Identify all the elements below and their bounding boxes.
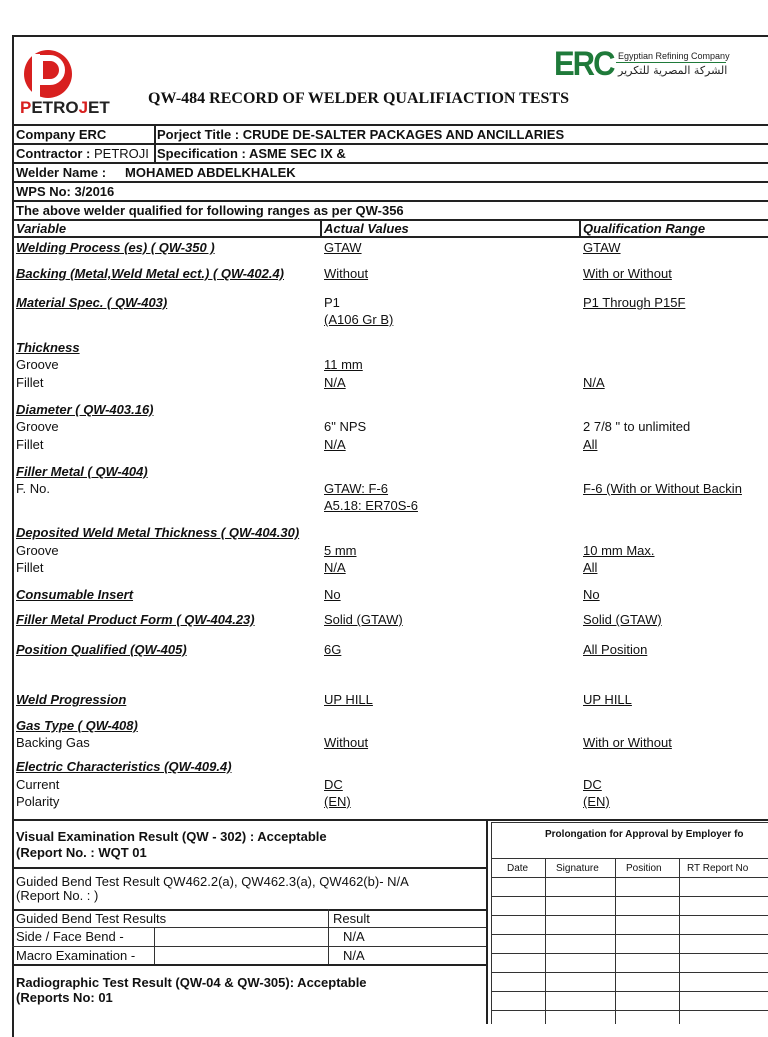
electric-polarity-actual: (EN) (324, 794, 351, 809)
diameter-fillet-label: Fillet (16, 437, 44, 452)
prolongation-col-date: Date (507, 863, 529, 874)
electric-polarity-label: Polarity (16, 794, 60, 809)
thickness-fillet-label: Fillet (16, 375, 44, 390)
prolongation-col-position: Position (626, 863, 662, 874)
welding-process-range: GTAW (583, 240, 621, 255)
side-face-result: N/A (343, 929, 365, 944)
col-range: Qualification Range (583, 221, 706, 236)
insert-label: Consumable Insert (16, 587, 134, 602)
material-label: Material Spec. ( QW-403) (16, 295, 168, 310)
side-face-label: Side / Face Bend - (16, 929, 124, 944)
progression-label: Weld Progression (16, 692, 127, 707)
gas-actual: Without (324, 735, 369, 750)
deposited-groove-range: 10 mm Max. (583, 543, 655, 558)
material-range: P1 Through P15F (583, 295, 686, 310)
backing-label: Backing (Metal,Weld Metal ect.) ( QW-402.4) (16, 266, 284, 281)
qualified-note: The above welder qualified for following ranges as per QW-356 (16, 203, 404, 218)
page-title: QW-484 RECORD OF WELDER QUALIFIACTION TESTS (148, 90, 569, 107)
insert-range: No (583, 587, 600, 602)
backing-actual: Without (324, 266, 369, 281)
position-range: All Position (583, 642, 648, 657)
deposited-groove-label: Groove (16, 543, 59, 558)
col-actual: Actual Values (324, 221, 409, 236)
visual-result: Visual Examination Result (QW - 302) : Acceptable (16, 829, 327, 844)
gas-label: Gas Type ( QW-408) (16, 718, 138, 733)
deposited-fillet-label: Fillet (16, 560, 44, 575)
filler-label: Filler Metal ( QW-404) (16, 464, 148, 479)
position-label: Position Qualified (QW-405) (16, 642, 187, 657)
diameter-label: Diameter ( QW-403.16) (16, 402, 154, 417)
diameter-fillet-actual: N/A (324, 437, 346, 452)
deposited-label: Deposited Weld Metal Thickness ( QW-404.30) (16, 525, 300, 540)
electric-polarity-range: (EN) (583, 794, 610, 809)
company-field: Company ERC (16, 127, 107, 142)
product-form-label: Filler Metal Product Form ( QW-404.23) (16, 612, 255, 627)
electric-current-range: DC (583, 777, 602, 792)
result-header: Result (333, 911, 370, 926)
deposited-fillet-actual: N/A (324, 560, 346, 575)
gas-range: With or Without (583, 735, 672, 750)
thickness-label: Thickness (16, 340, 80, 355)
welder-name-value: MOHAMED ABDELKHALEK (125, 165, 296, 180)
material-actual-grade: (A106 Gr B) (324, 312, 394, 327)
welding-process-actual: GTAW (324, 240, 362, 255)
erc-abbr: ERC (554, 44, 614, 83)
filler-actual-aws: A5.18: ER70S-6 (324, 498, 418, 513)
electric-label: Electric Characteristics (QW-409.4) (16, 759, 232, 774)
prolongation-col-rt-report: RT Report No (687, 863, 749, 874)
col-variable: Variable (16, 221, 67, 236)
thickness-groove-label: Groove (16, 357, 59, 372)
welding-process-label: Welding Process (es) ( QW-350 ) (16, 240, 215, 255)
prolongation-title: Prolongation for Approval by Employer fo (545, 829, 744, 840)
diameter-fillet-range: All (583, 437, 598, 452)
thickness-fillet-range: N/A (583, 375, 605, 390)
filler-fno-label: F. No. (16, 481, 50, 496)
prolongation-col-signature: Signature (556, 863, 599, 874)
filler-range: F-6 (With or Without Backin (583, 481, 742, 496)
position-actual: 6G (324, 642, 342, 657)
thickness-groove-actual: 11 mm (324, 357, 363, 372)
erc-name-ar: الشركة المصرية للتكرير (618, 64, 728, 77)
material-actual: P1 (324, 295, 340, 310)
specification-field: Specification : ASME SEC IX & (157, 146, 346, 161)
backing-range: With or Without (583, 266, 672, 281)
radiographic-result: Radiographic Test Result (QW-04 & QW-305): Acceptable (16, 975, 367, 990)
diameter-groove-actual: 6" NPS (324, 419, 367, 434)
bend-header: Guided Bend Test Results (16, 911, 167, 926)
deposited-fillet-range: All (583, 560, 598, 575)
macro-label: Macro Examination - (16, 948, 136, 963)
erc-logo (552, 46, 737, 86)
diameter-groove-label: Groove (16, 419, 59, 434)
guided-report: (Report No. : ) (16, 888, 99, 903)
guided-result: Guided Bend Test Result QW462.2(a), QW462.3(a), QW462(b)- N/A (16, 874, 409, 889)
progression-actual: UP HILL (324, 692, 373, 707)
thickness-fillet-actual: N/A (324, 375, 346, 390)
insert-actual: No (324, 587, 341, 602)
diameter-groove-range: 2 7/8 " to unlimited (583, 419, 691, 434)
erc-name-en: Egyptian Refining Company (618, 51, 730, 61)
wps-field: WPS No: 3/2016 (16, 184, 115, 199)
project-title-field: Porject Title : CRUDE DE-SALTER PACKAGES AND ANCILLARIES (157, 127, 565, 142)
electric-current-label: Current (16, 777, 60, 792)
product-form-actual: Solid (GTAW) (324, 612, 403, 627)
welder-name-label: Welder Name : (16, 165, 107, 180)
gas-backing-label: Backing Gas (16, 735, 90, 750)
macro-result: N/A (343, 948, 365, 963)
product-form-range: Solid (GTAW) (583, 612, 662, 627)
contractor-field: Contractor : PETROJI (16, 146, 149, 161)
electric-current-actual: DC (324, 777, 343, 792)
petrojet-logo: PETROJET (18, 46, 136, 120)
deposited-groove-actual: 5 mm (324, 543, 357, 558)
filler-actual: GTAW: F-6 (324, 481, 389, 496)
progression-range: UP HILL (583, 692, 632, 707)
radiographic-report: (Reports No: 01 (16, 990, 113, 1005)
visual-report: (Report No. : WQT 01 (16, 845, 147, 860)
